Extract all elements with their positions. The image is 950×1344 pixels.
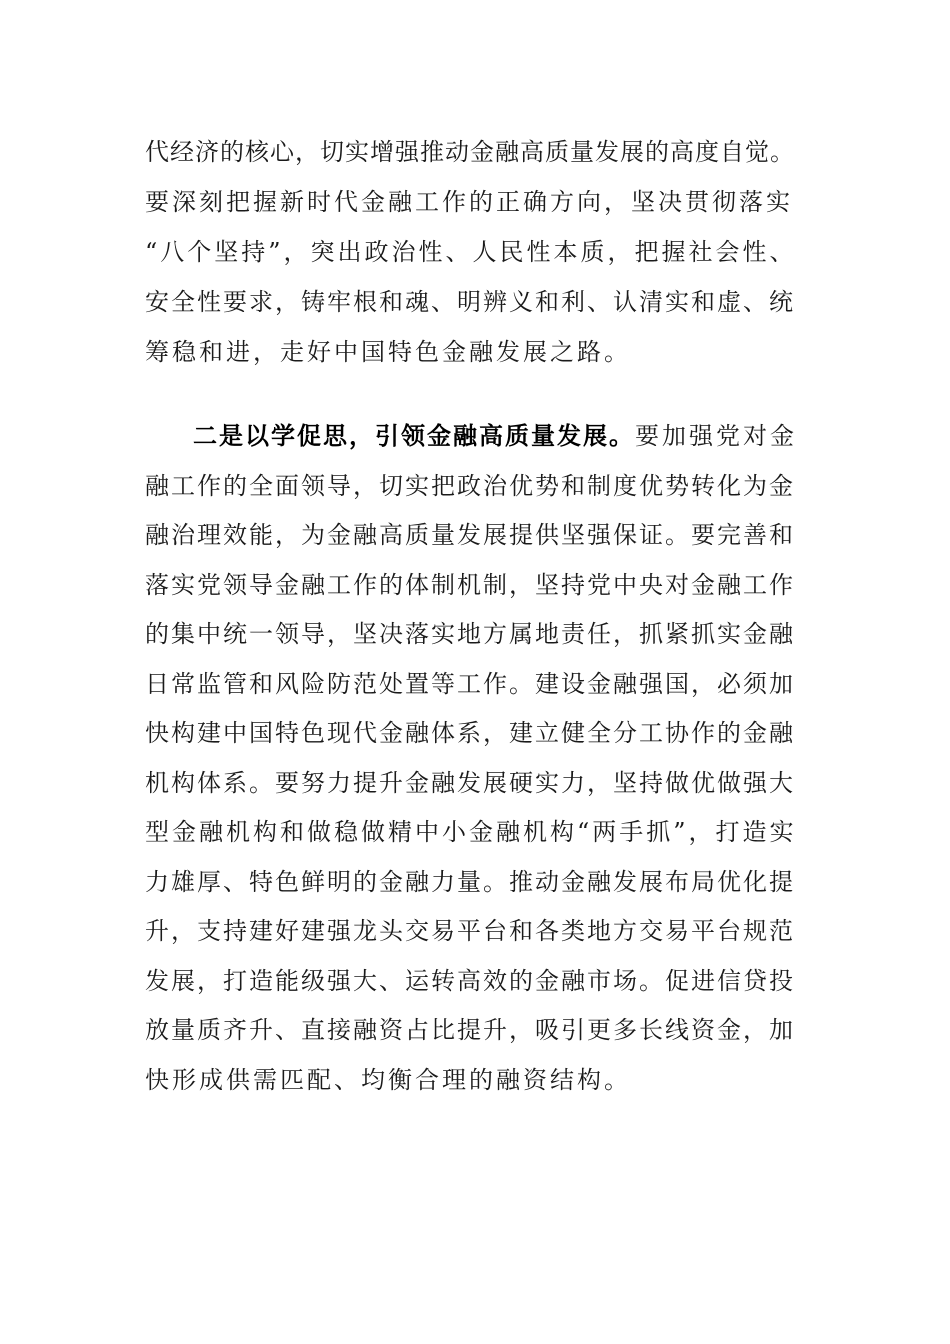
paragraph-text: 要加强党对金 [635, 422, 797, 450]
paragraph-line: 日常监管和风险防范处置等工作。建设金融强国，必须加 [145, 670, 795, 698]
paragraph-line: 代经济的核心，切实增强推动金融高质量发展的高度自觉。 [145, 138, 795, 166]
paragraph-line: 快构建中国特色现代金融体系，建立健全分工协作的金融 [145, 719, 795, 747]
paragraph-line: 落实党领导金融工作的体制机制，坚持党中央对金融工作 [145, 571, 795, 599]
paragraph-line: 要深刻把握新时代金融工作的正确方向，坚决贯彻落实 [145, 188, 793, 216]
paragraph-line: 筹稳和进，走好中国特色金融发展之路。 [145, 338, 631, 366]
paragraph-line: 力雄厚、特色鲜明的金融力量。推动金融发展布局优化提 [145, 868, 795, 896]
paragraph-line: 的集中统一领导，坚决落实地方属地责任，抓紧抓实金融 [145, 620, 795, 648]
paragraph-line: 融工作的全面领导，切实把政治优势和制度优势转化为金 [145, 472, 795, 500]
paragraph-line: 型金融机构和做稳做精中小金融机构“两手抓”，打造实 [145, 818, 797, 846]
paragraph-line: 快形成供需匹配、均衡合理的融资结构。 [145, 1066, 631, 1094]
paragraph-line: “八个坚持”，突出政治性、人民性本质，把握社会性、 [145, 238, 797, 266]
paragraph-first-line [193, 421, 797, 451]
section-heading: 二是以学促思，引领金融高质量发展。 [193, 422, 635, 450]
paragraph-line: 机构体系。要努力提升金融发展硬实力，坚持做优做强大 [145, 769, 795, 797]
paragraph-line: 升，支持建好建强龙头交易平台和各类地方交易平台规范 [145, 917, 795, 945]
paragraph-line: 融治理效能，为金融高质量发展提供坚强保证。要完善和 [145, 521, 795, 549]
paragraph-line: 发展，打造能级强大、运转高效的金融市场。促进信贷投 [145, 967, 795, 995]
paragraph-line: 安全性要求，铸牢根和魂、明辨义和利、认清实和虚、统 [145, 288, 795, 316]
paragraph-line: 放量质齐升、直接融资占比提升，吸引更多长线资金，加 [145, 1016, 795, 1044]
